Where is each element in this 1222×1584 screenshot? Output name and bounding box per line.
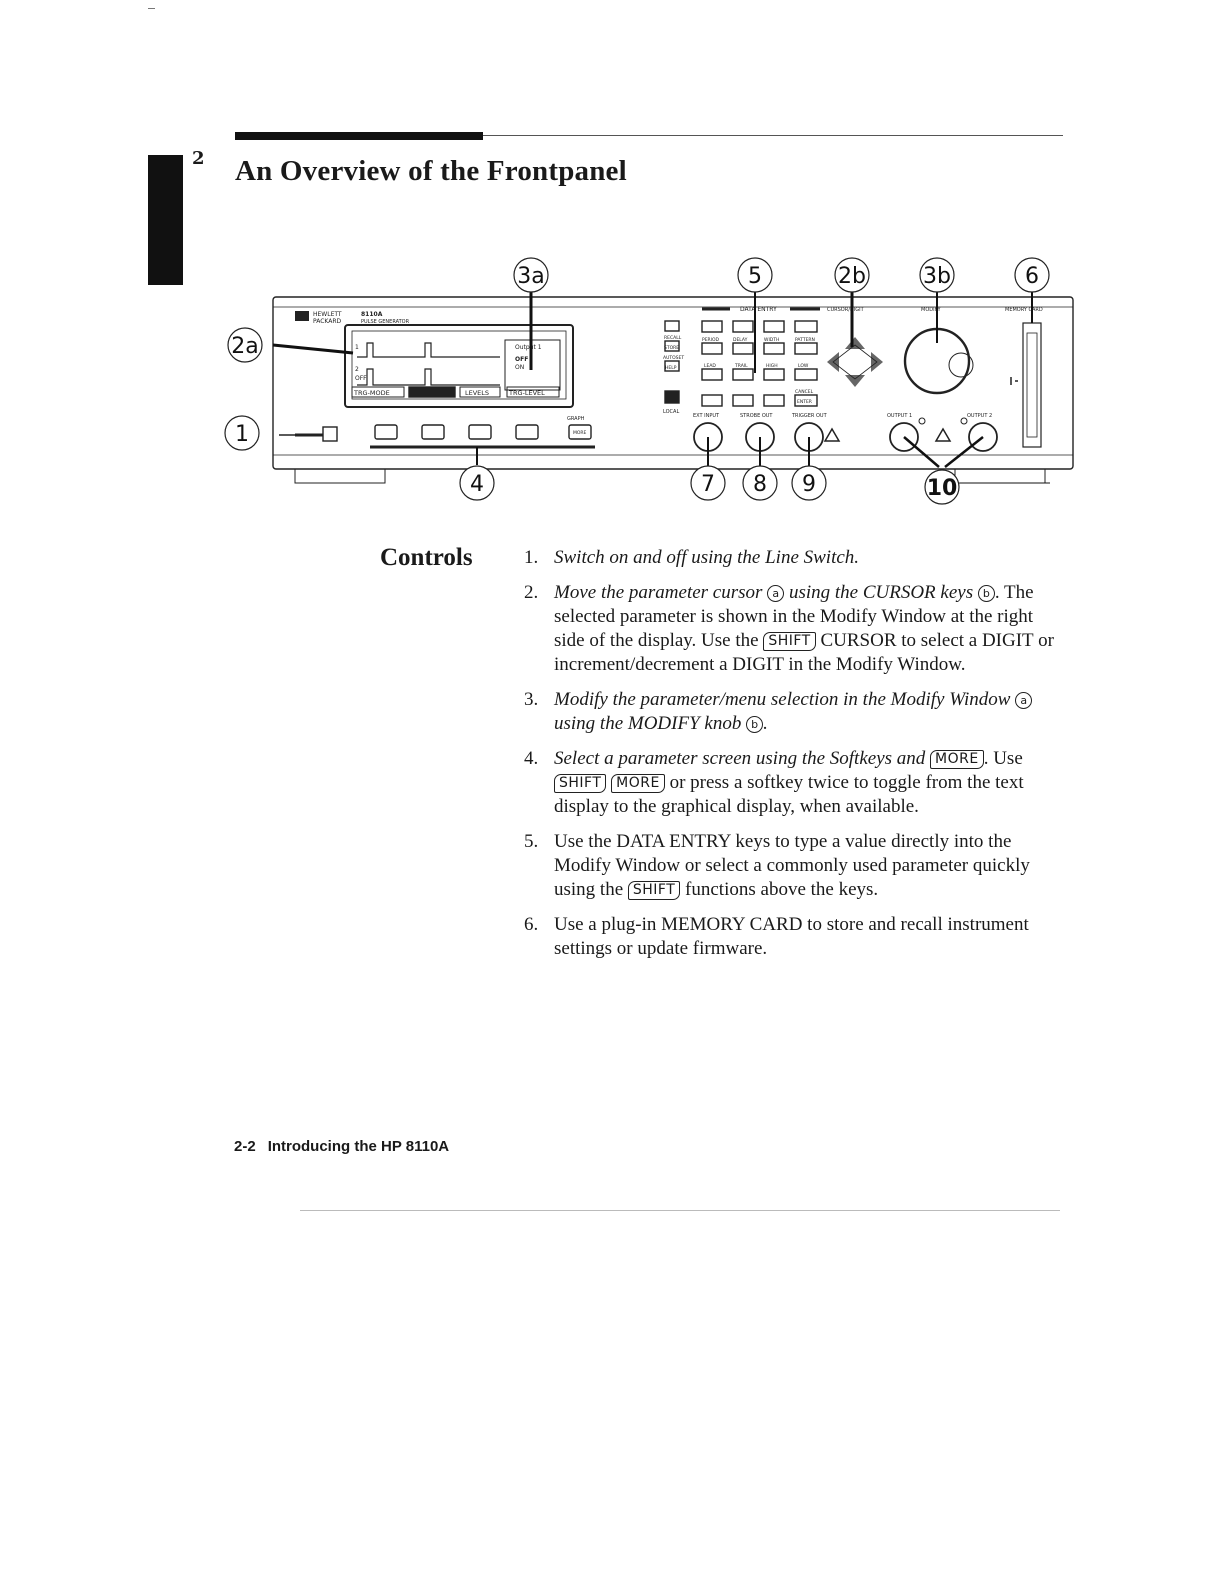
item-text: functions above the keys. [685, 879, 879, 900]
item-text: Use the DATA ENTRY keys to type a value directly into the Modify Window or select a commonly used parameter quickly using the [554, 831, 1030, 900]
marker-b: b [978, 585, 995, 602]
chapter-number: 2 [192, 148, 205, 169]
list-item [524, 546, 1064, 570]
model-sub: PULSE GENERATOR [361, 319, 410, 325]
key-delay-label: DELAY [733, 338, 748, 343]
list-item [524, 688, 1064, 736]
item-text: Modify the parameter/menu selection in the Modify Window [554, 689, 1011, 710]
shift-key: SHIFT [554, 774, 606, 793]
key-period-label: PERIOD [702, 338, 720, 343]
shift-key: SHIFT [628, 881, 680, 900]
callout-10: 10 [926, 476, 958, 501]
callout-6: 6 [1025, 264, 1039, 289]
controls-list [524, 546, 1064, 972]
item-number: 3. [524, 689, 539, 710]
callout-8: 8 [753, 472, 767, 497]
list-item [524, 747, 1064, 819]
chapter-tab [148, 155, 183, 285]
item-number: 5. [524, 831, 539, 852]
key-store-label: STORE [664, 346, 680, 351]
item-text: using the CURSOR keys [788, 582, 974, 603]
softkey-1-label: TRG-MODE [354, 389, 390, 397]
key-pattern-label: PATTERN [795, 338, 815, 343]
shift-key: SHIFT [763, 632, 815, 651]
marker-a: a [1015, 692, 1032, 709]
softkey-3[interactable] [469, 425, 491, 439]
callout-7: 7 [701, 472, 715, 497]
key-trail-label: TRAIL [735, 364, 748, 369]
header-rule-thick [235, 132, 483, 140]
list-item [524, 830, 1064, 902]
leader-2a [273, 345, 353, 353]
modify-label: MODIFY [921, 307, 941, 313]
key-recall-label: RECALL [664, 336, 682, 341]
more-key: MORE [930, 750, 984, 769]
scan-mark [148, 8, 155, 9]
softkey-4[interactable] [516, 425, 538, 439]
key-width-label: WIDTH [764, 338, 780, 343]
item-text: Select a parameter screen using the Softkeys and [554, 748, 926, 769]
softkey-4-label: TRG-LEVEL [509, 389, 545, 397]
leader-10a [904, 437, 939, 467]
callout-3a: 3a [517, 264, 545, 289]
item-number: 1. [524, 547, 539, 568]
list-item [524, 581, 1064, 677]
softkey-1[interactable] [375, 425, 397, 439]
item-number: 2. [524, 582, 539, 603]
page-number: 2-2 [234, 1138, 256, 1155]
memory-card-label: MEMORY CARD [1005, 307, 1043, 313]
item-text: or press a softkey twice to toggle from the text display to the graphical display, when available. [554, 772, 1024, 817]
key-help-label: HELP [665, 366, 677, 371]
callout-1: 1 [235, 422, 249, 447]
brand-top: HEWLETT [313, 311, 342, 318]
item-text: . [763, 713, 768, 734]
brand-bottom: PACKARD [313, 318, 342, 325]
key-enter-label: ENTER [797, 400, 812, 405]
more-key-label: MORE [573, 431, 587, 436]
callout-2b: 2b [838, 264, 866, 289]
softkey-3-label: LEVELS [465, 389, 490, 397]
memory-card-slot[interactable] [1023, 323, 1041, 447]
graph-label: GRAPH [567, 416, 585, 422]
key-low-label: LOW [798, 364, 809, 369]
marker-b: b [746, 716, 763, 733]
data-entry-label: DATA ENTRY [740, 306, 777, 313]
key-cancel-label: CANCEL [795, 390, 814, 395]
item-text: Use a plug-in MEMORY CARD to store and recall instrument settings or update firmware. [554, 914, 1029, 959]
page-footer [234, 1138, 449, 1155]
frontpanel-figure [215, 245, 1075, 545]
item-text: . The selected parameter is shown in the Modify Window at the right side of the display. Use the [554, 582, 1034, 651]
trigger-out-label: TRIGGER OUT [792, 413, 827, 419]
display-ch1: 1 [355, 344, 359, 351]
display-off-left: OFF [355, 375, 367, 382]
item-text: . Use [983, 748, 1023, 769]
header-rule-thin [483, 135, 1063, 136]
footer-title: Introducing the HP 8110A [267, 1138, 450, 1155]
item-number: 4. [524, 748, 539, 769]
softkey-2[interactable] [422, 425, 444, 439]
item-text: Move the parameter cursor [554, 582, 763, 603]
model-label: 8110A [361, 311, 383, 318]
key-lead-label: LEAD [704, 364, 716, 369]
ext-input-label: EXT INPUT [693, 413, 720, 419]
callout-3b: 3b [923, 264, 951, 289]
display-off: OFF [515, 356, 529, 363]
list-item [524, 913, 1064, 961]
display-output: Output 1 [515, 344, 542, 351]
section-heading: Controls [380, 544, 473, 571]
key-high-label: HIGH [766, 364, 778, 369]
more-key: MORE [611, 774, 665, 793]
item-text: Switch on and off using the Line Switch. [554, 547, 860, 568]
item-text: using the MODIFY knob [554, 713, 742, 734]
item-text: CURSOR to select a DIGIT or increment/decrement a DIGIT in the Modify Window. [554, 630, 1054, 675]
callout-2a: 2a [231, 334, 259, 359]
marker-a: a [767, 585, 784, 602]
callout-4: 4 [470, 472, 484, 497]
callout-9: 9 [802, 472, 816, 497]
output-2-label: OUTPUT 2 [967, 413, 993, 419]
line-switch[interactable] [323, 427, 337, 441]
display-ch2: 2 [355, 366, 359, 373]
cursor-digit-label: CURSOR/DIGIT [827, 307, 864, 313]
local-label: LOCAL [663, 409, 680, 415]
strobe-out-label: STROBE OUT [740, 413, 773, 419]
item-number: 6. [524, 914, 539, 935]
scan-mark [300, 1210, 1060, 1211]
display-on: ON [515, 364, 525, 371]
key-autoset-label: AUTOSET [663, 356, 685, 361]
callout-5: 5 [748, 264, 762, 289]
output-1-label: OUTPUT 1 [887, 413, 913, 419]
page-title: An Overview of the Frontpanel [235, 155, 627, 187]
cursor-keys[interactable] [827, 337, 883, 387]
